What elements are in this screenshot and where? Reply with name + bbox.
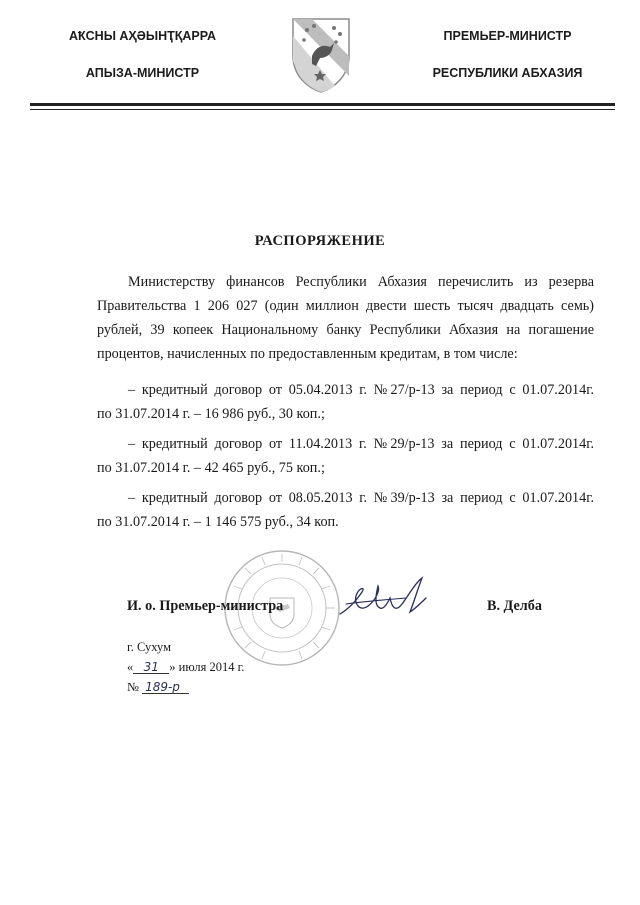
contract-item-line2: по 31.07.2014 г. – 42 465 руб., 75 коп.; xyxy=(97,460,325,477)
header-left-line2: АПЫЗА-МИНИСТР xyxy=(85,66,200,80)
date-month-year: » июля 2014 г. xyxy=(169,660,245,674)
contract-item-line2: по 31.07.2014 г. – 16 986 руб., 30 коп.; xyxy=(97,406,325,423)
number-prefix: № xyxy=(127,680,139,694)
number-handwritten: 189-р xyxy=(142,681,189,694)
header-right-line2: РЕСПУБЛИКИ АБХАЗИЯ xyxy=(432,66,583,80)
contract-item-line1: – кредитный договор от 11.04.2013 г. №29/р-13 за период с 01.07.2014г. xyxy=(128,435,594,452)
contract-item-line1: – кредитный договор от 05.04.2013 г. №27/р-13 за период с 01.07.2014г. xyxy=(128,382,594,398)
handwritten-signature-icon xyxy=(332,568,432,628)
date-day-handwritten: 31 xyxy=(133,661,169,674)
header-right-line1: ПРЕМЬЕР-МИНИСТР xyxy=(443,29,572,43)
header-rule-thick xyxy=(30,103,615,106)
contract-item-line2: по 31.07.2014 г. – 1 146 575 руб., 34 коп. xyxy=(97,514,339,531)
signatory-name: В. Делба xyxy=(487,598,542,614)
contract-item-line1: – кредитный договор от 08.05.2013 г. №39/р-13 за период с 01.07.2014г. xyxy=(128,489,594,506)
contract-item xyxy=(97,486,594,534)
signatory-position: И. о. Премьер-министра xyxy=(127,598,284,614)
header-left-line1: АҞСНЫ АҲӘЫНҬҚАРРА xyxy=(68,29,217,43)
document-title: РАСПОРЯЖЕНИЕ xyxy=(254,233,386,249)
contract-item xyxy=(97,378,594,426)
header-rule-thin xyxy=(30,109,615,110)
document-number xyxy=(127,680,189,695)
document-paragraph: Министерству финансов Республики Абхазия перечислить из резерва Правительства 1 206 027 (один миллион двести шесть тысяч двадцать семь) рублей, 39 копеек Национальному банку Республики Абхазия на погашение процентов, начисленных по предоставленным кредитам, в том числе: xyxy=(97,274,594,363)
date-open-quote: « xyxy=(127,660,134,674)
document-city: г. Сухум xyxy=(127,640,172,654)
document-date xyxy=(127,660,244,675)
contract-item xyxy=(97,432,594,480)
abkhazia-coat-of-arms-icon xyxy=(290,16,352,94)
contract-list xyxy=(97,378,594,540)
